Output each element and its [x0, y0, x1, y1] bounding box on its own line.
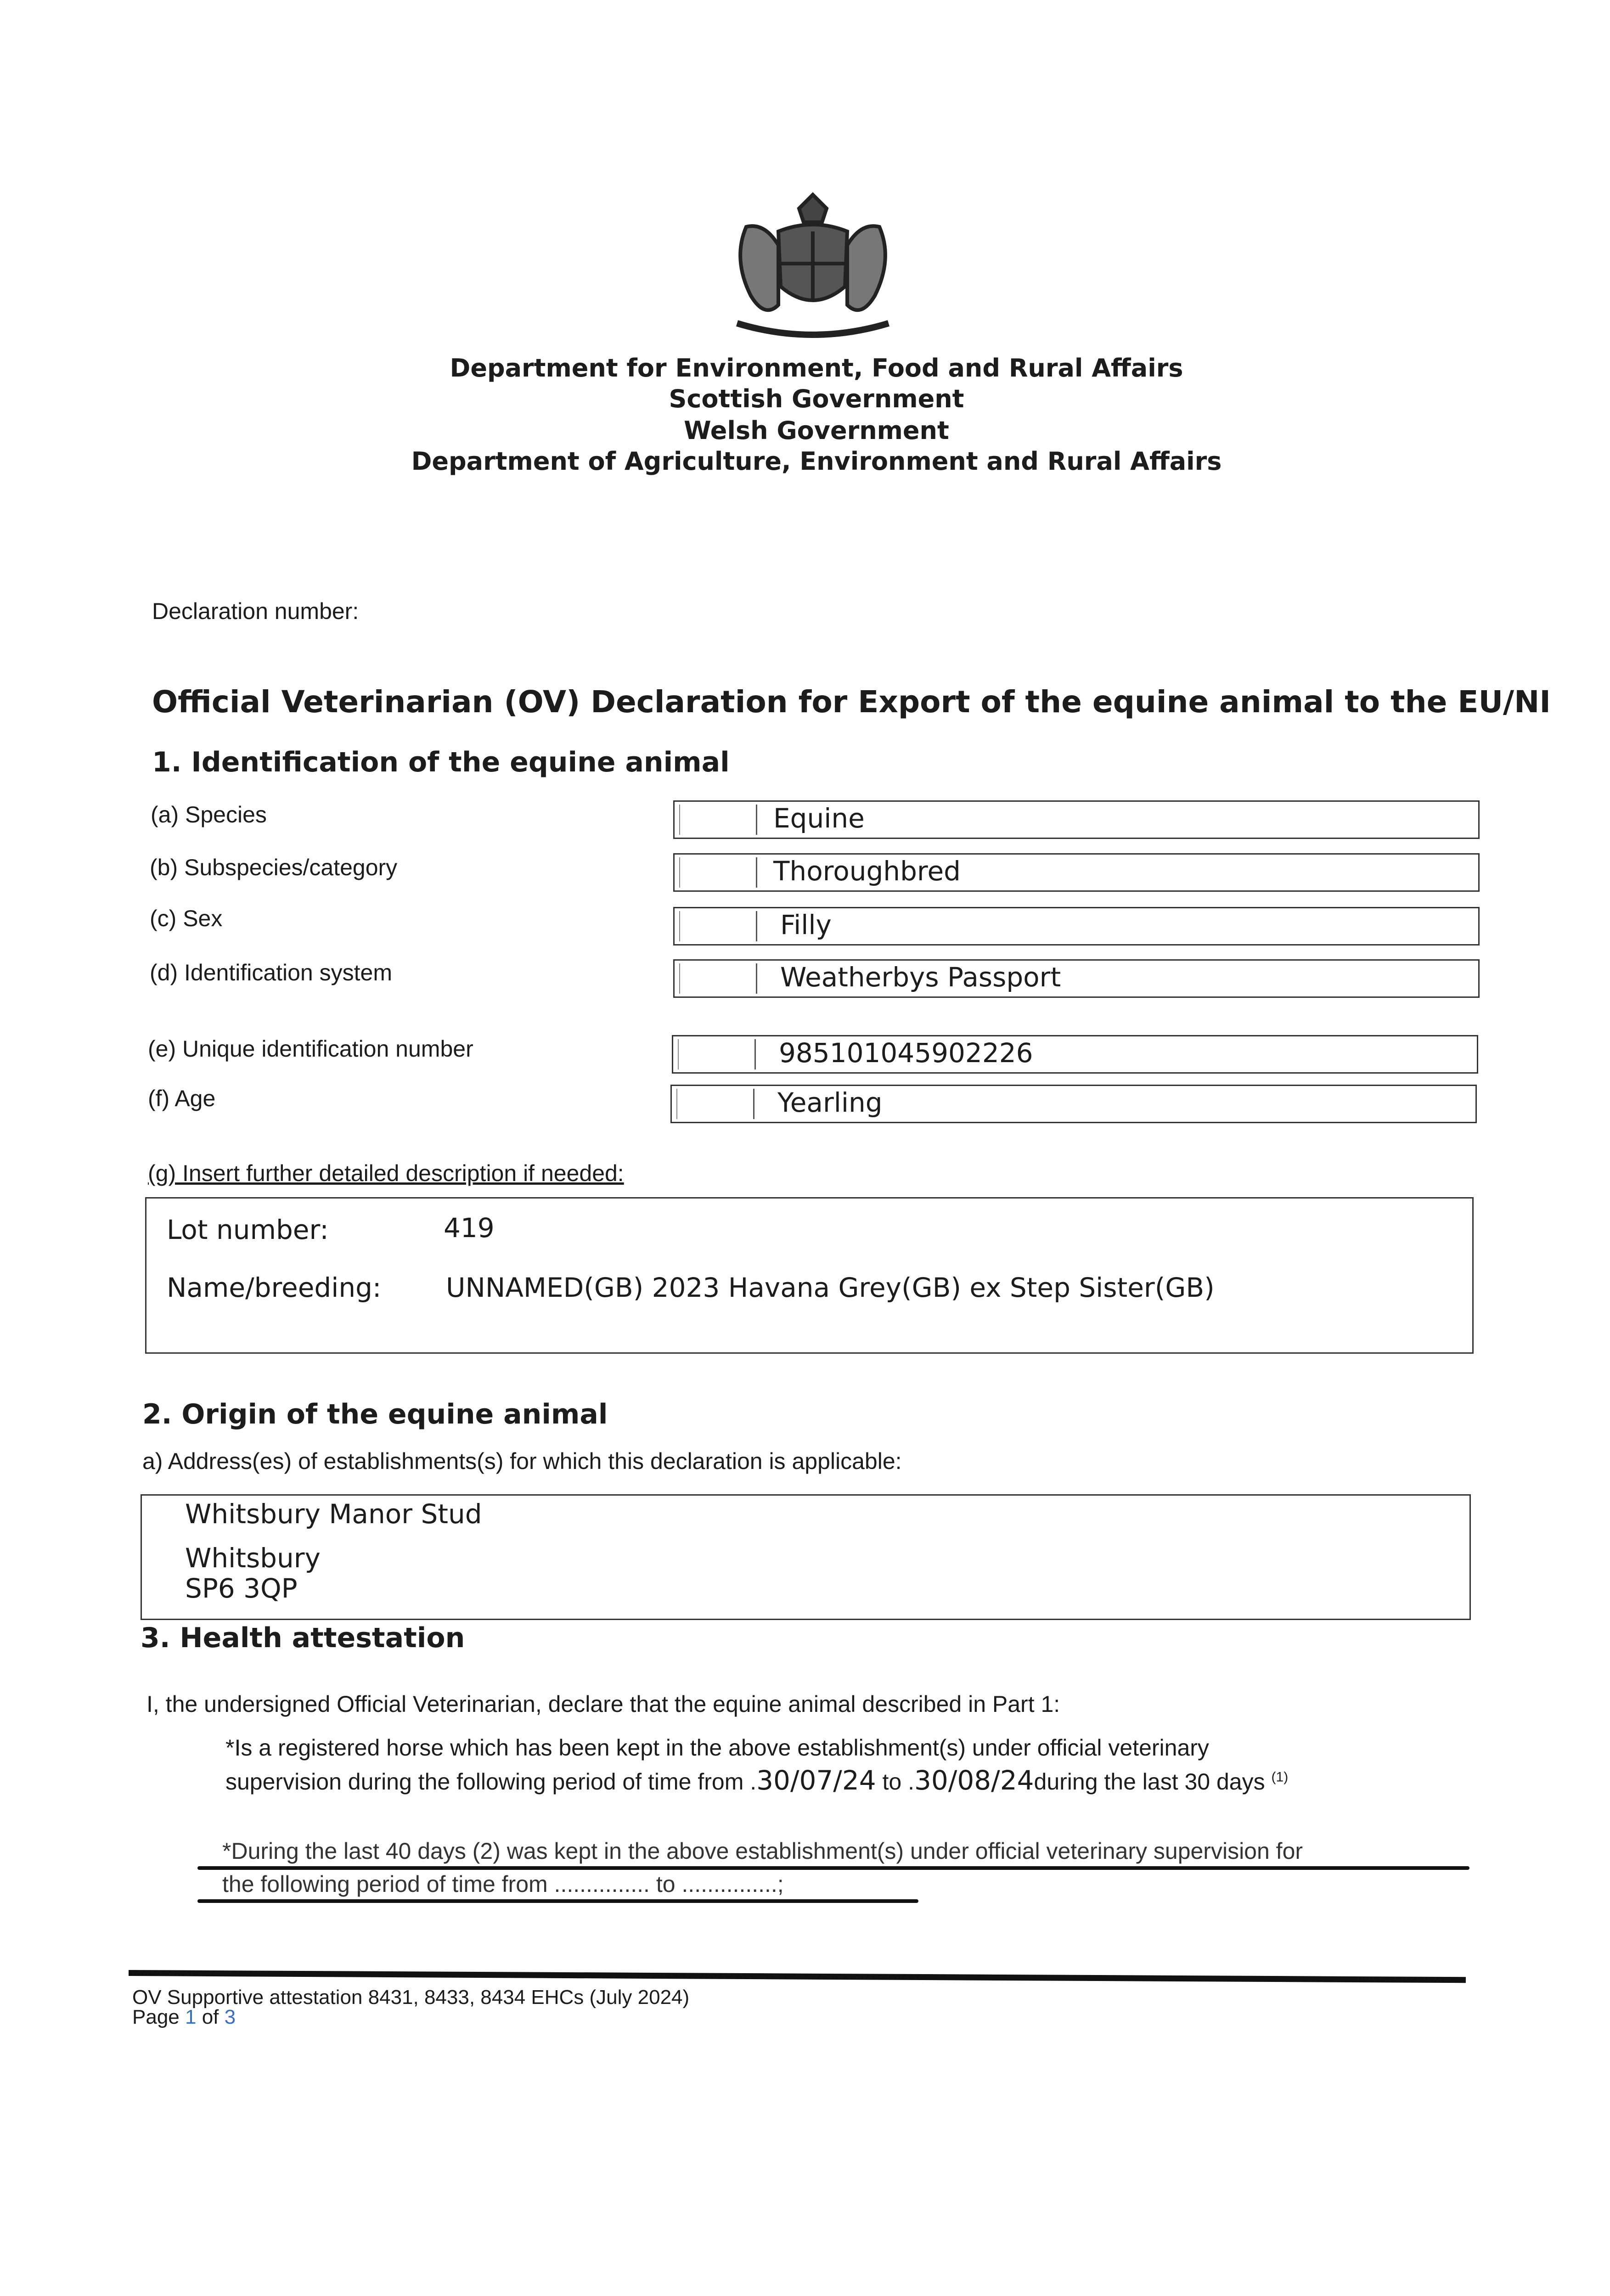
footer-page-number [132, 2006, 236, 2029]
health-statement-line1: *Is a registered horse which has been kept in the above establishment(s) under official veterinary [225, 1735, 1209, 1761]
strikethrough-line [197, 1899, 918, 1903]
text: to . [876, 1769, 915, 1795]
text: of [196, 2006, 225, 2028]
field-label-unique-id: (e) Unique identification number [148, 1036, 473, 1062]
date-to: 30/08/24 [914, 1765, 1034, 1796]
date-from: 30/07/24 [756, 1765, 876, 1796]
field-value: Equine [773, 803, 865, 834]
footer-divider [129, 1970, 1466, 1983]
field-label-identification-system: (d) Identification system [150, 960, 392, 985]
strikethrough-line [197, 1866, 1469, 1870]
health-intro: I, the undersigned Official Veterinarian, declare that the equine animal described in Part 1: [146, 1691, 1060, 1717]
footnote-ref: (1) [1271, 1769, 1289, 1785]
field-value: Yearling [777, 1087, 883, 1118]
field-label-sex: (c) Sex [150, 906, 223, 931]
header-line-welsh-gov: Welsh Government [684, 416, 949, 445]
name-breeding-value: UNNAMED(GB) 2023 Havana Grey(GB) ex Step Sister(GB) [446, 1272, 1215, 1303]
name-breeding-label: Name/breeding: [167, 1272, 382, 1303]
address-line: SP6 3QP [185, 1573, 298, 1604]
field-label-age: (f) Age [148, 1086, 216, 1111]
section2-heading: 2. Origin of the equine animal [142, 1398, 608, 1430]
footer-attestation: OV Supportive attestation 8431, 8433, 8434 EHCs (July 2024) [132, 1986, 690, 2009]
field-label-species: (a) Species [151, 802, 267, 827]
field-subspecies [673, 853, 1480, 892]
struck-statement-line2: the following period of time from ............... to ...............; [222, 1871, 784, 1897]
header-line-defra: Department for Environment, Food and Rural Affairs [450, 354, 1183, 383]
declaration-number-label: Declaration number: [152, 598, 359, 624]
lot-number-label: Lot number: [167, 1214, 329, 1245]
address-line: Whitsbury [185, 1542, 321, 1574]
field-age [670, 1085, 1477, 1123]
field-unique-id [672, 1035, 1478, 1074]
header-line-scottish-gov: Scottish Government [669, 384, 964, 413]
address-line: Whitsbury Manor Stud [185, 1498, 482, 1530]
field-value: Thoroughbred [773, 855, 961, 887]
field-identification-system [673, 959, 1480, 998]
page-current: 1 [185, 2006, 197, 2028]
health-statement-line2 [225, 1765, 1288, 1796]
struck-statement-line1: *During the last 40 days (2) was kept in the above establishment(s) under official veterinary supervision for [222, 1838, 1303, 1864]
section1-heading: 1. Identification of the equine animal [152, 746, 730, 778]
address-box [141, 1494, 1471, 1620]
text: during the last 30 days [1034, 1769, 1272, 1795]
page-title: Official Veterinarian (OV) Declaration for Export of the equine animal to the EU/NI [152, 684, 1551, 720]
lot-number-value: 419 [444, 1212, 495, 1244]
text: Page [132, 2006, 185, 2028]
further-description-box [145, 1197, 1474, 1354]
field-sex [673, 907, 1480, 945]
section3-heading: 3. Health attestation [141, 1622, 465, 1654]
text: supervision during the following period of time from . [225, 1769, 757, 1795]
section2-subheading: a) Address(es) of establishments(s) for which this declaration is applicable: [142, 1448, 902, 1474]
further-description-label: (g) Insert further detailed description if needed: [148, 1160, 624, 1186]
field-value: Filly [780, 909, 832, 940]
page-total: 3 [224, 2006, 236, 2028]
royal-coat-of-arms-crest [719, 190, 907, 344]
field-value: Weatherbys Passport [780, 962, 1061, 993]
header-line-daera: Department of Agriculture, Environment and Rural Affairs [411, 447, 1222, 476]
field-value: 985101045902226 [779, 1037, 1033, 1069]
field-species [673, 800, 1480, 839]
field-label-subspecies: (b) Subspecies/category [150, 855, 398, 880]
